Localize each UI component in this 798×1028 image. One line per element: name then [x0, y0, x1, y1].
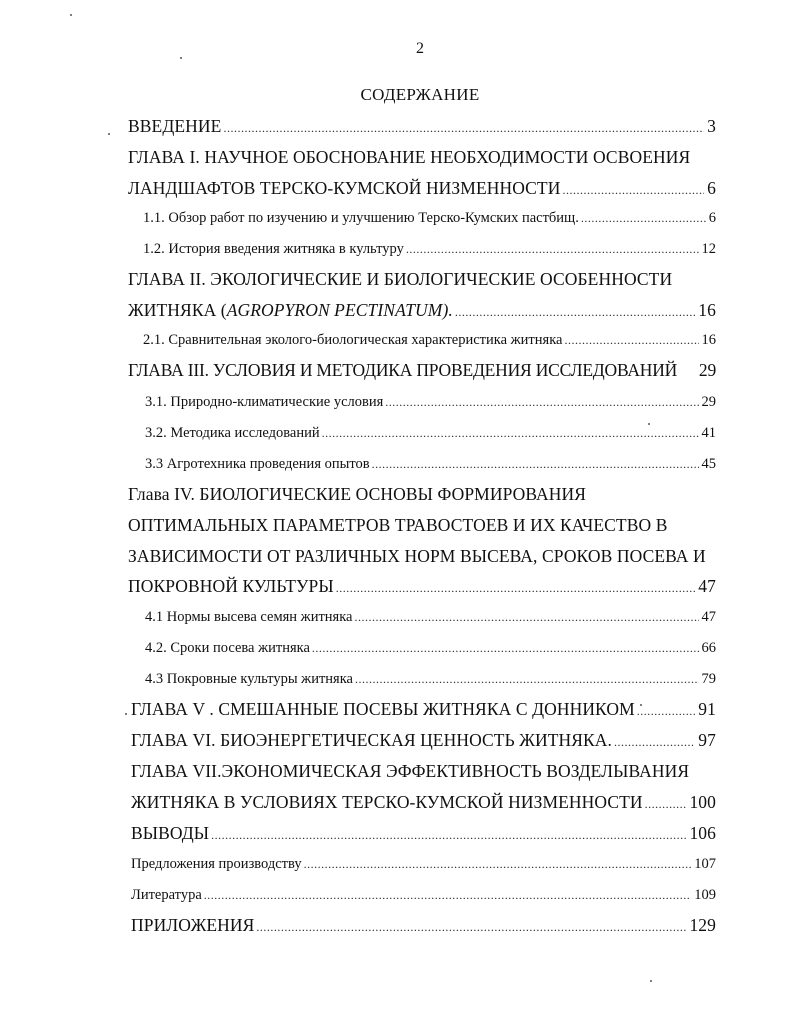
toc-entry-section-3-1 — [145, 390, 716, 414]
toc-entry-text: ЖИТНЯКА В УСЛОВИЯХ ТЕРСКО-КУМСКОЙ НИЗМЕННОСТИ — [131, 792, 643, 812]
toc-leader-dots — [211, 823, 686, 847]
toc-entry-text: ГЛАВА VI. БИОЭНЕРГЕТИЧЕСКАЯ ЦЕННОСТЬ ЖИТНЯКА. — [131, 730, 613, 750]
toc-leader-dots — [581, 206, 706, 230]
toc-entry-section-4-1 — [145, 605, 716, 629]
toc-leader-dots — [223, 116, 704, 140]
toc-entry-chapter-4-cont-3 — [128, 574, 716, 598]
toc-entry-text: ВЫВОДЫ — [131, 823, 210, 843]
toc-entry-text: 3.1. Природно-климатические условия — [145, 394, 384, 410]
toc-entry-chapter-1-cont — [128, 176, 716, 200]
toc-entry-page: 47 — [698, 576, 716, 596]
toc-entry-page: 109 — [694, 887, 716, 903]
toc-entry-chapter-1 — [128, 145, 690, 169]
toc-entry-page: 12 — [701, 241, 716, 257]
toc-leader-dots — [336, 576, 696, 600]
toc-entry-text: Предложения производству — [131, 856, 302, 872]
toc-leader-dots — [304, 852, 692, 876]
toc-entry-chapter-4-cont-2 — [128, 544, 706, 568]
toc-leader-dots — [372, 452, 699, 476]
toc-entry-chapter-6 — [131, 728, 716, 752]
toc-entry-chapter-2-cont — [128, 298, 716, 322]
toc-entry-text: 3.3 Агротехника проведения опытов — [145, 456, 370, 472]
toc-entry-section-3-3 — [145, 452, 716, 476]
toc-entry-text: ГЛАВА II. ЭКОЛОГИЧЕСКИЕ И БИОЛОГИЧЕСКИЕ ОСОБЕННОСТИ — [128, 269, 673, 289]
toc-leader-dots — [355, 667, 699, 691]
toc-entry-page: 106 — [689, 823, 716, 843]
toc-entry-page: 91 — [698, 699, 716, 719]
toc-entry-text: ПОКРОВНОЙ КУЛЬТУРЫ — [128, 576, 334, 596]
toc-entry-section-2-1 — [143, 328, 716, 352]
toc-entry-text: ГЛАВА VII.ЭКОНОМИЧЕСКАЯ ЭФФЕКТИВНОСТЬ ВОЗДЕЛЫВАНИЯ — [131, 761, 690, 781]
toc-title: СОДЕРЖАНИЕ — [360, 85, 480, 104]
toc-leader-dots — [406, 237, 699, 261]
toc-leader-dots — [256, 915, 686, 939]
toc-entry-text: ГЛАВА V . СМЕШАННЫЕ ПОСЕВЫ ЖИТНЯКА С ДОННИКОМ — [131, 699, 635, 719]
toc-entry-text: Глава IV. БИОЛОГИЧЕСКИЕ ОСНОВЫ ФОРМИРОВАНИЯ — [128, 484, 587, 504]
toc-leader-dots — [564, 328, 698, 352]
toc-entry-page: 129 — [689, 915, 716, 935]
toc-entry-text: ГЛАВА I. НАУЧНОЕ ОБОСНОВАНИЕ НЕОБХОДИМОСТИ ОСВОЕНИЯ — [128, 147, 691, 167]
toc-entry-section-4-2 — [145, 636, 716, 660]
toc-entry-text: 3.2. Методика исследований — [145, 425, 320, 441]
toc-entry-literature — [131, 883, 716, 907]
toc-leader-dots — [354, 605, 698, 629]
toc-entry-page: 29 — [698, 360, 716, 380]
toc-entry-chapter-7 — [131, 759, 689, 783]
toc-entry-page: 100 — [689, 792, 716, 812]
toc-entry-text: 4.1 Нормы высева семян житняка — [145, 609, 353, 625]
toc-entry-text: 1.1. Обзор работ по изучению и улучшению Терско-Кумских пастбищ. — [143, 210, 579, 226]
scan-speck — [70, 14, 72, 16]
toc-entry-section-1-1 — [143, 206, 716, 230]
toc-entry-proposals — [131, 852, 716, 876]
toc-entry-chapter-4 — [128, 482, 586, 506]
toc-entry-section-4-3 — [145, 667, 716, 691]
toc-entry-section-1-2 — [143, 237, 716, 261]
toc-entry-text: 4.2. Сроки посева житняка — [145, 640, 310, 656]
scan-speck — [650, 980, 652, 982]
toc-leader-dots — [562, 178, 704, 202]
toc-entry-page: 6 — [707, 178, 716, 198]
toc-entry-chapter-4-cont-1 — [128, 513, 667, 537]
toc-entry-page: 41 — [701, 425, 716, 441]
toc-entry-chapter-7-cont — [131, 790, 716, 814]
toc-leader-dots — [385, 390, 698, 414]
toc-entry-page: 97 — [698, 730, 716, 750]
toc-entry-introduction — [128, 114, 716, 138]
toc-leader-dots — [614, 730, 695, 754]
toc-entry-text: ВВЕДЕНИЕ — [128, 116, 222, 136]
toc-leader-dots — [322, 421, 699, 445]
toc-entry-page: 16 — [701, 332, 716, 348]
toc-entry-text: 1.2. История введения житняка в культуру — [143, 241, 404, 257]
toc-entry-chapter-2 — [128, 267, 672, 291]
toc-entry-text: ЛАНДШАФТОВ ТЕРСКО-КУМСКОЙ НИЗМЕННОСТИ — [128, 178, 561, 198]
toc-entry-text: 2.1. Сравнительная эколого-биологическая характеристика житняка — [143, 332, 563, 348]
toc-leader-dots — [645, 792, 687, 816]
scan-speck — [125, 713, 127, 715]
scan-speck — [648, 423, 650, 425]
toc-entry-text: Литература — [131, 887, 202, 903]
toc-entry-latin-name: AGROPYRON PECTINATUM). — [226, 300, 453, 320]
toc-entry-text-main: ЖИТНЯКА ( — [128, 300, 227, 320]
toc-entry-text: 4.3 Покровные культуры житняка — [145, 671, 353, 687]
toc-entry-conclusions — [131, 821, 716, 845]
toc-entry-page: 79 — [701, 671, 716, 687]
toc-entry-appendices — [131, 913, 716, 937]
toc-entry-text — [128, 298, 453, 322]
toc-entry-page: 29 — [701, 394, 716, 410]
page-number: 2 — [416, 40, 424, 57]
scan-speck — [180, 57, 182, 59]
toc-entry-text: ПРИЛОЖЕНИЯ — [131, 915, 255, 935]
toc-entry-text: ЗАВИСИМОСТИ ОТ РАЗЛИЧНЫХ НОРМ ВЫСЕВА, СРОКОВ ПОСЕВА И — [128, 546, 706, 566]
toc-entry-page: 16 — [698, 300, 716, 320]
toc-entry-chapter-5 — [131, 697, 716, 721]
toc-entry-page: 45 — [701, 456, 716, 472]
toc-entry-section-3-2 — [145, 421, 716, 445]
toc-entry-page: 107 — [694, 856, 716, 872]
toc-leader-dots — [312, 636, 699, 660]
toc-leader-dots — [637, 699, 696, 723]
toc-leader-dots — [204, 883, 691, 907]
scan-speck — [108, 133, 110, 135]
toc-leader-dots — [455, 300, 695, 324]
toc-entry-page: 47 — [701, 609, 716, 625]
toc-entry-page: 3 — [707, 116, 716, 136]
toc-entry-page: 66 — [701, 640, 716, 656]
toc-entry-text: ГЛАВА III. УСЛОВИЯ И МЕТОДИКА ПРОВЕДЕНИЯ ИССЛЕДОВАНИЙ — [128, 360, 678, 380]
toc-entry-chapter-3 — [128, 358, 716, 382]
toc-entry-text: ОПТИМАЛЬНЫХ ПАРАМЕТРОВ ТРАВОСТОЕВ И ИХ КАЧЕСТВО В — [128, 515, 668, 535]
toc-entry-page: 6 — [708, 210, 716, 226]
scan-speck — [640, 704, 642, 706]
